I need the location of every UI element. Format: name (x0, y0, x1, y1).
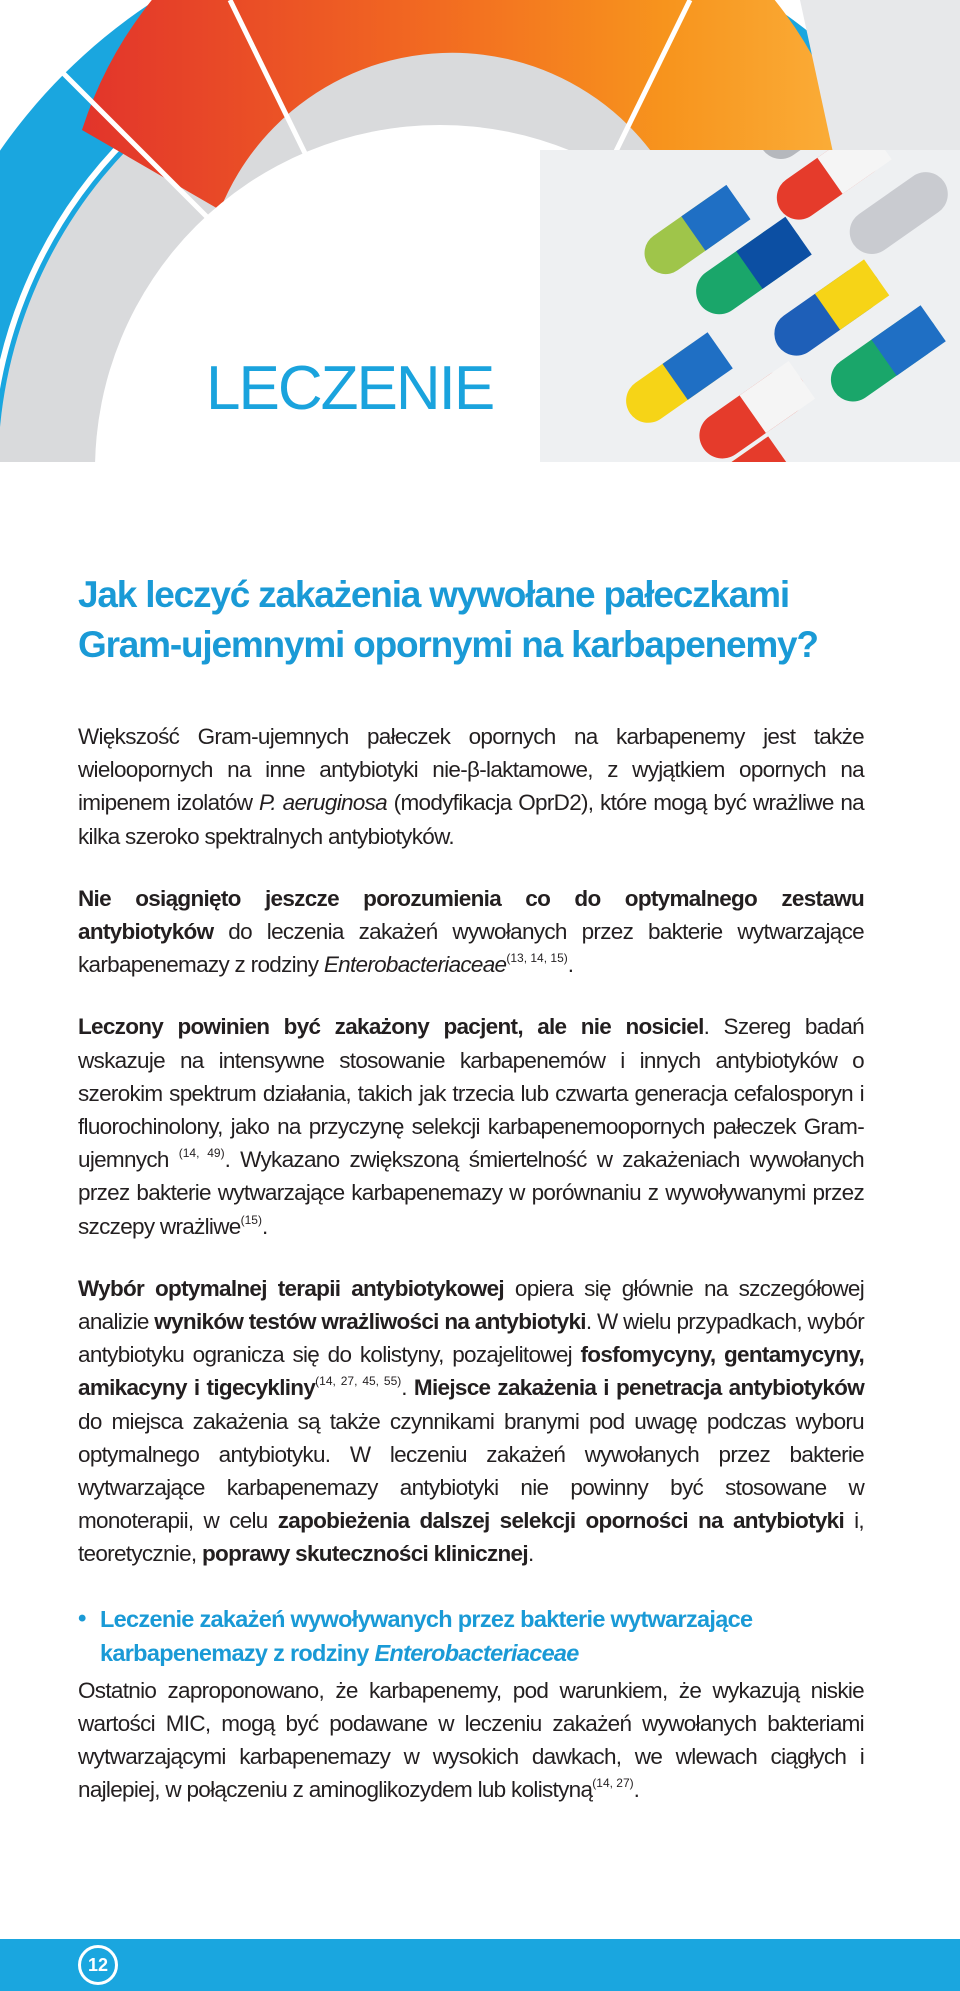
hero-banner (0, 0, 960, 462)
bullet-heading-text: Leczenie zakażeń wywoływanych przez bakterie wytwarzające karbapenemazy z rodziny Enterobacteriaceae (100, 1605, 753, 1666)
article-body (78, 570, 864, 1835)
section-title: LECZENIE (206, 354, 494, 423)
paragraph-1: Większość Gram-ujemnych pałeczek opornych na karbapenemy jest także wieloopornych na inne antybiotyki nie-β-laktamowe, z wyjątkiem opornych na imipenem izolatów P. aeruginosa (modyfikacja OprD2), które mogą być wrażliwe na kilka szeroko spektralnych antybiotyków. (78, 724, 864, 849)
citation: (14, 27) (592, 1776, 634, 1791)
citation: (14, 49) (178, 1146, 225, 1161)
citation: (13, 14, 15) (506, 951, 568, 966)
paragraph-5: Ostatnio zaproponowano, że karbapenemy, pod warunkiem, że wykazują niskie wartości MIC, mogą być podawane w leczeniu zakażeń wywołanych bakteriami wytwarzającymi karbapenemazy w wysokich dawkach, we wlewach ciągłych i najlepiej, w połączeniu z aminoglikozydem lub kolistyną$^{(14, 27)}$. (78, 1677, 864, 1803)
citation: (14, 27, 45, 55) (315, 1374, 402, 1389)
bullet-dot: • (78, 1604, 86, 1632)
citation: (15) (240, 1212, 262, 1227)
paragraph-4: Wybór optymalnej terapii antybiotykowej opiera się głównie na szczegółowej analizie wyników testów wrażliwości na antybiotyki. W wielu przypadkach, wybór antybiotyku ogranicza się do kolistyny, pozajelitowej fosfomycyny, gentamycyny, amikacyny i tigecykliny$^{(14, 27, 45, 55)}$. Miejsce zakażenia i penetracja antybiotyków do miejsca zakażenia są także czynnikami branymi pod uwagę podczas wyboru optymalnego antybiotyku. W leczeniu zakażeń wywołanych przez bakterie wytwarzające karbapenemazy antybiotyki nie powinny być stosowane w monoterapii, w celu zapobieżenia dalszej selekcji oporności na antybiotyki i, teoretycznie, poprawy skuteczności klinicznej. (78, 1275, 865, 1567)
paragraph-2: Nie osiągnięto jeszcze porozumienia co do optymalnego zestawu antybiotyków do leczenia zakażeń wywołanych przez bakterie wytwarzające karbapenemazy z rodziny Enterobacteriaceae$^{(13, 14, 15)}$. (78, 885, 864, 978)
paragraph-3: Leczony powinien być zakażony pacjent, ale nie nosiciel. Szereg badań wskazuje na intensywne stosowanie karbapenemów i innych antybiotyków o szerokim spektrum działania, takich jak trzecia lub czwarta generacja cefalosporyn i fluorochinolony, jako na przyczynę selekcji karbapenemoopornych pałeczek Gram-ujemnych $^{(14, 49)}$. Wykazano zwiększoną śmiertelność w zakażeniach wywołanych przez bakterie wytwarzające karbapenemazy w porównaniu z wywoływanymi przez szczepy wrażliwe$^{(15)}$. (78, 1014, 864, 1239)
page-number: 12 (78, 1945, 118, 1985)
article-question: Jak leczyć zakażenia wywołane pałeczkami Gram-ujemnymi opornymi na karbapenemy? (78, 574, 818, 665)
bullet-heading (78, 1602, 864, 1670)
footer-bar (0, 1939, 960, 1991)
